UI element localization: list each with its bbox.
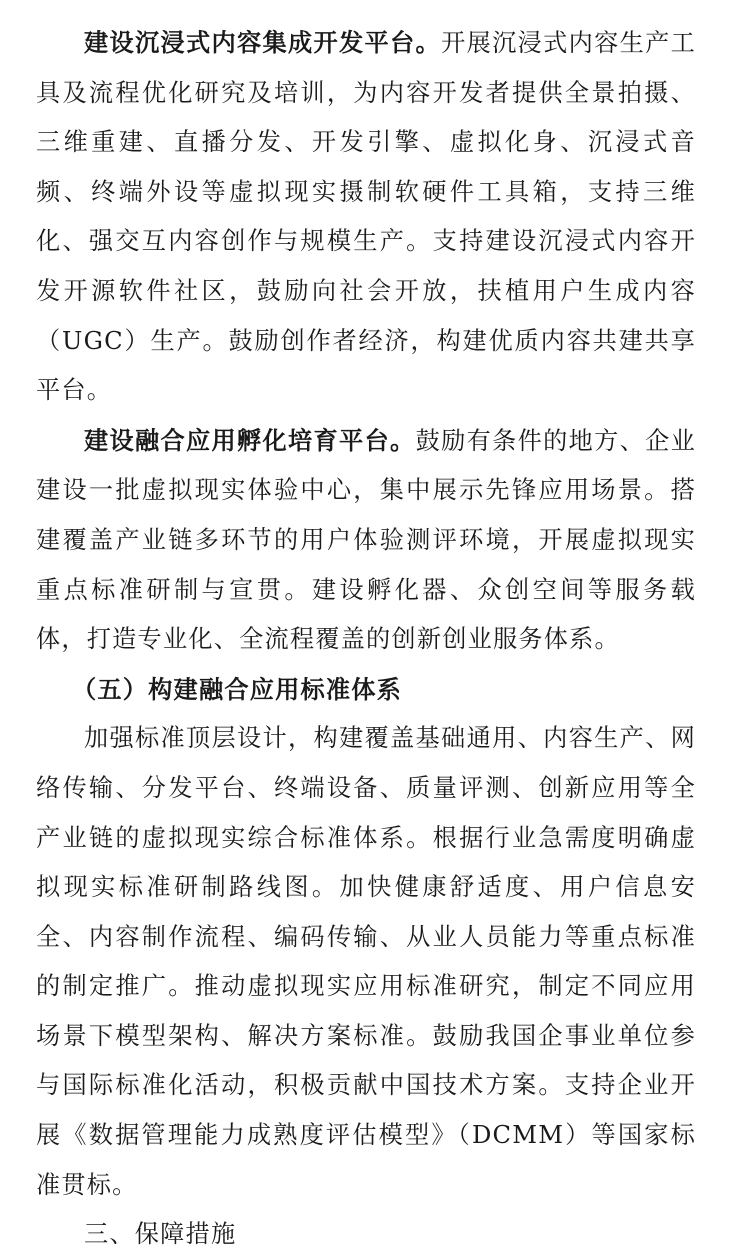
chapter-heading-safeguards: 三、保障措施 (84, 1220, 237, 1249)
paragraph-incubation-platform (36, 416, 696, 665)
paragraph-standards: 加强标准顶层设计，构建覆盖基础通用、内容生产、网络传输、分发平台、终端设备、质量评测、创新应用等全产业链的虚拟现实综合标准体系。根据行业急需度明确虚拟现实标准研制路线图。加快健康舒适度、用户信息安全、内容制作流程、编码传输、从业人员能力等重点标准的制定推广。推动虚拟现实应用标准研究，制定不同应用场景下模型架构、解决方案标准。鼓励我国企事业单位参与国际标准化活动，积极贡献中国技术方案。支持企业开展《数据管理能力成熟度评估模型》（DCMM）等国家标准贯标。 (36, 724, 696, 1199)
paragraph-lead-content-platform: 建设沉浸式内容集成开发平台。 (84, 28, 442, 57)
paragraph-body-incubation-platform: 鼓励有条件的地方、企业建设一批虚拟现实体验中心，集中展示先锋应用场景。搭建覆盖产业链多环节的用户体验测评环境，开展虚拟现实重点标准研制与宣贯。建设孵化器、众创空间等服务载体，打造专业化、全流程覆盖的创新创业服务体系。 (36, 426, 696, 654)
section-heading-standards: （五）构建融合应用标准体系 (72, 674, 403, 704)
paragraph-content-platform (36, 18, 696, 416)
paragraph-body-content-platform: 开展沉浸式内容生产工具及流程优化研究及培训，为内容开发者提供全景拍摄、三维重建、直播分发、开发引擎、虚拟化身、沉浸式音频、终端外设等虚拟现实摄制软硬件工具箱，支持三维化、强交互内容创作与规模生产。支持建设沉浸式内容开发开源软件社区，鼓励向社会开放，扶植用户生成内容（UGC）生产。鼓励创作者经济，构建优质内容共建共享平台。 (36, 29, 696, 405)
paragraph-lead-incubation-platform: 建设融合应用孵化培育平台。 (84, 425, 416, 455)
document-page (36, 18, 696, 1260)
